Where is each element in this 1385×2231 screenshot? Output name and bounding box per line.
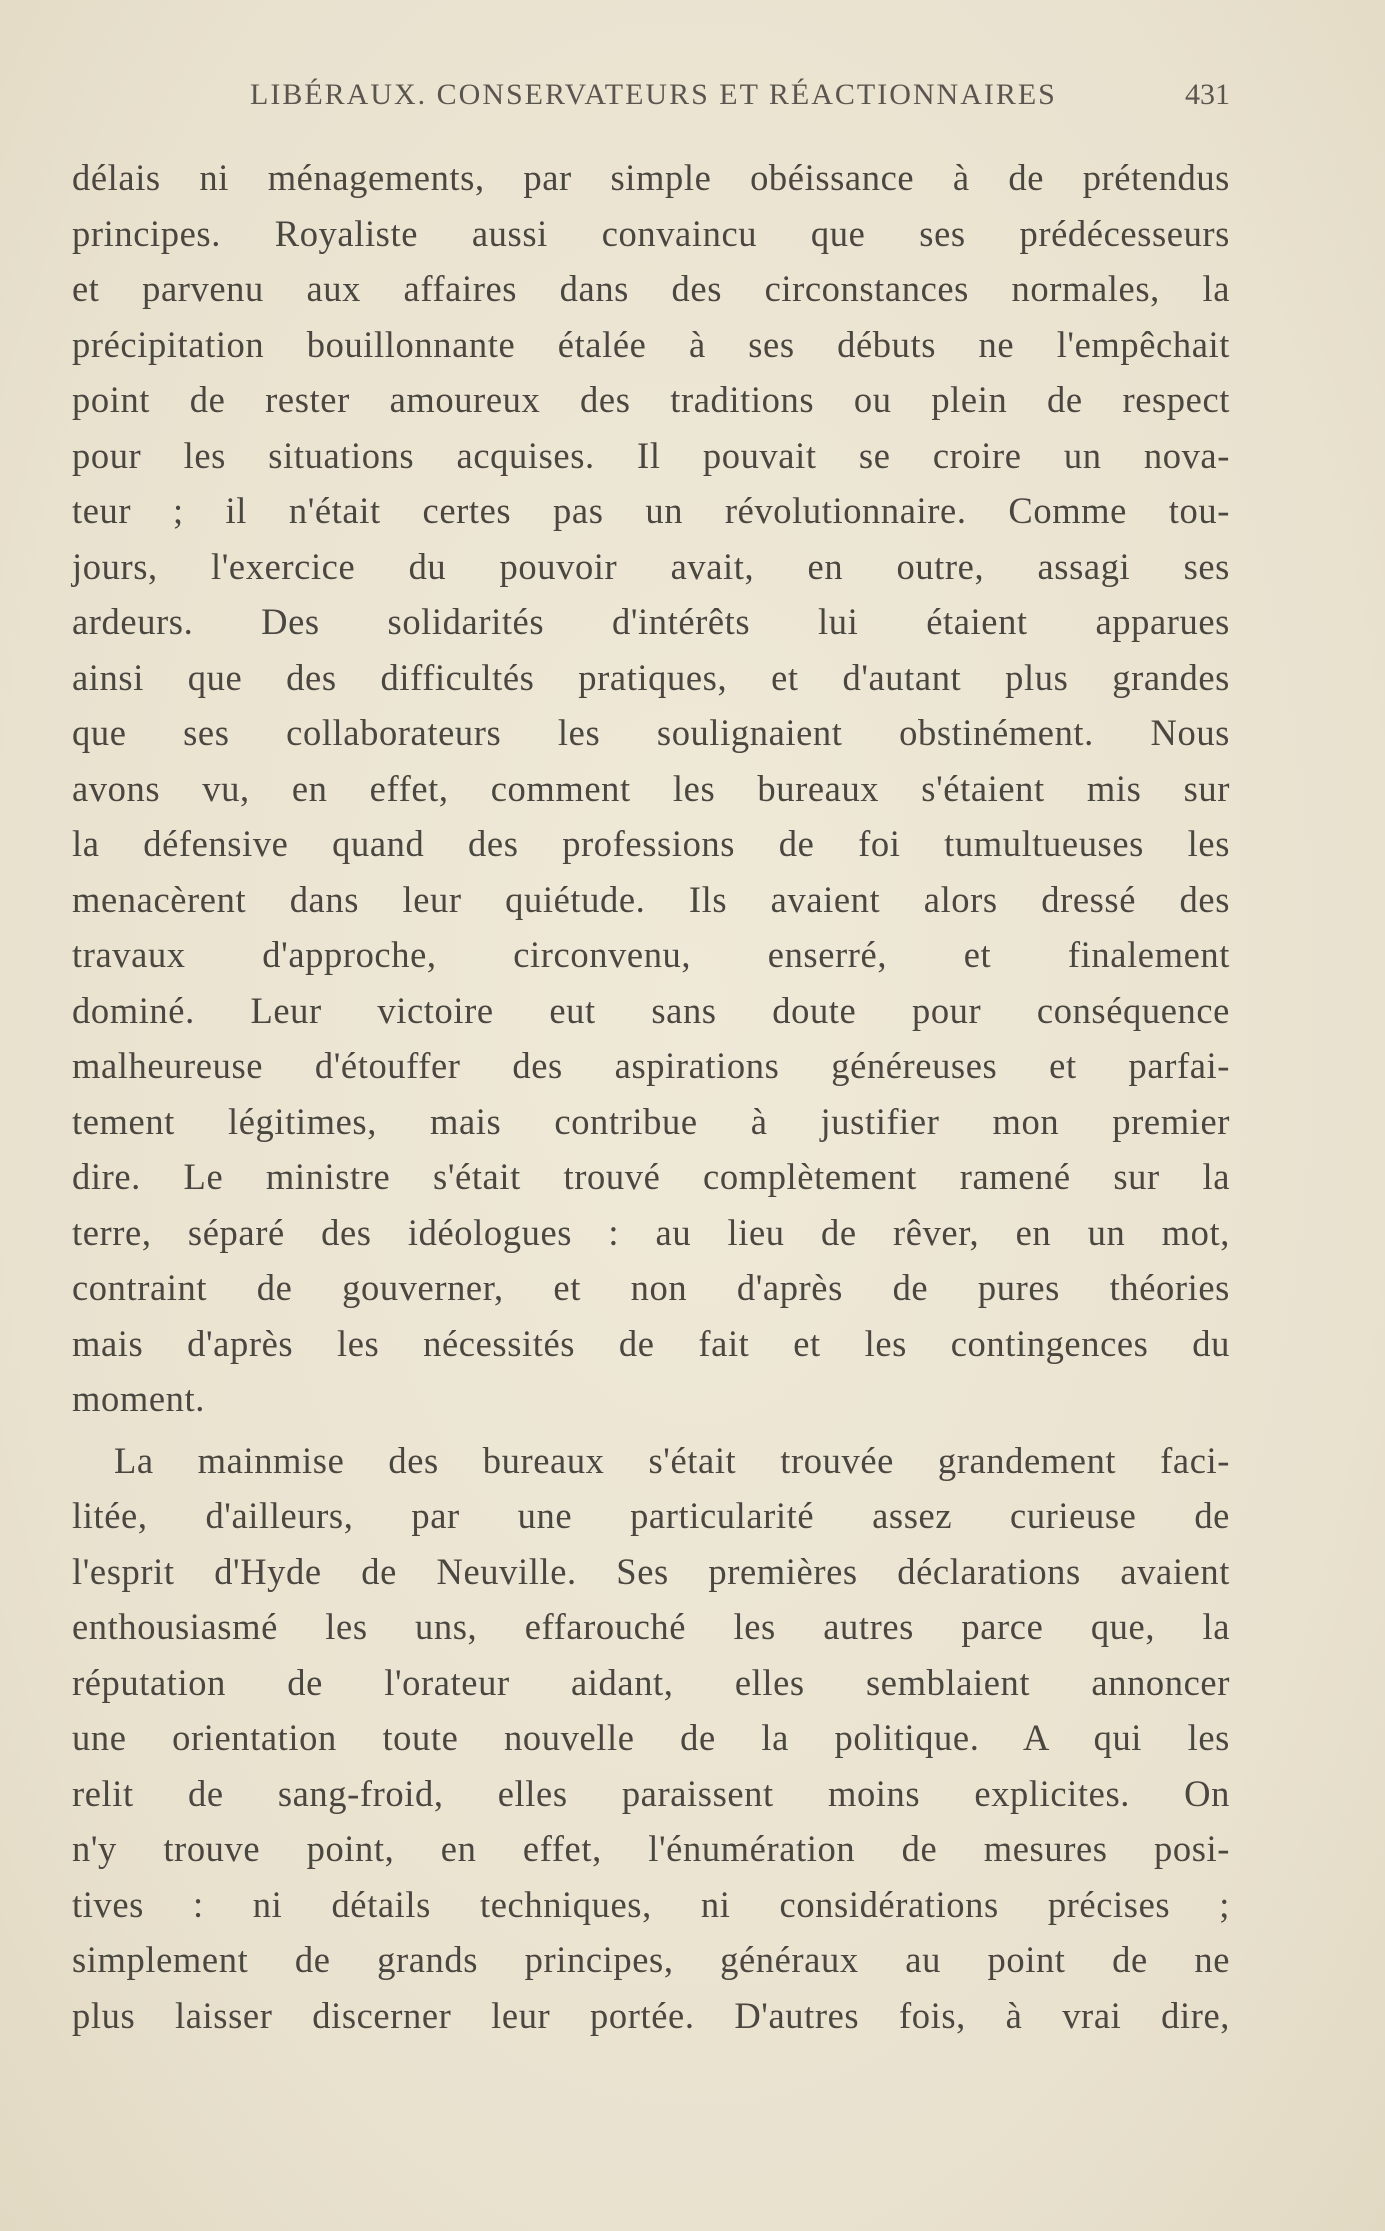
text-line: dominé. Leur victoire eut sans doute pour conséquence — [72, 989, 1230, 1031]
paragraph-1 — [72, 150, 1230, 1427]
text-line: n'y trouve point, en effet, l'énumération de mesures posi- — [72, 1828, 1230, 1869]
text-line: réputation de l'orateur aidant, elles semblaient annoncer — [72, 1661, 1230, 1703]
text-line: litée, d'ailleurs, par une particularité assez curieuse de — [72, 1495, 1230, 1536]
text-line: point de rester amoureux des traditions ou plein de respect — [72, 379, 1230, 420]
text-line: relit de sang-froid, elles paraissent moins explicites. On — [72, 1772, 1230, 1814]
text-line: pour les situations acquises. Il pouvait se croire un nova- — [72, 434, 1230, 476]
text-line: que ses collaborateurs les soulignaient obstinément. Nous — [72, 712, 1230, 753]
text-line: travaux d'approche, circonvenu, enserré, et finalement — [72, 934, 1230, 975]
text-line: principes. Royaliste aussi convaincu que ses prédécesseurs — [72, 212, 1230, 254]
text-line: délais ni ménagements, par simple obéissance à de prétendus — [72, 157, 1230, 198]
paragraph-2 — [72, 1433, 1230, 2044]
text-line: la défensive quand des professions de foi tumultueuses les — [72, 823, 1230, 864]
page-header — [80, 78, 1230, 128]
text-line: jours, l'exercice du pouvoir avait, en outre, assagi ses — [72, 545, 1230, 587]
text-line: dire. Le ministre s'était trouvé complètement ramené sur la — [72, 1156, 1230, 1197]
page-number: 431 — [1185, 78, 1230, 111]
text-line: menacèrent dans leur quiétude. Ils avaient alors dressé des — [72, 878, 1230, 920]
text-line: teur ; il n'était certes pas un révolutionnaire. Comme tou- — [72, 490, 1230, 531]
text-line: plus laisser discerner leur portée. D'autres fois, à vrai dire, — [72, 1994, 1230, 2036]
text-line: avons vu, en effet, comment les bureaux s'étaient mis sur — [72, 767, 1230, 809]
text-line: tives : ni détails techniques, ni considérations précises ; — [72, 1883, 1230, 1925]
text-line: mais d'après les nécessités de fait et les contingences du — [72, 1322, 1230, 1364]
text-line: l'esprit d'Hyde de Neuville. Ses premières déclarations avaient — [72, 1550, 1230, 1592]
text-line: une orientation toute nouvelle de la politique. A qui les — [72, 1717, 1230, 1758]
body-text — [72, 150, 1230, 2043]
text-line: terre, séparé des idéologues : au lieu de rêver, en un mot, — [72, 1211, 1230, 1253]
running-title: LIBÉRAUX. CONSERVATEURS ET RÉACTIONNAIRES — [250, 78, 1057, 111]
text-line: précipitation bouillonnante étalée à ses débuts ne l'empêchait — [72, 323, 1230, 365]
text-line: ardeurs. Des solidarités d'intérêts lui étaient apparues — [72, 601, 1230, 642]
text-line: contraint de gouverner, et non d'après de pures théories — [72, 1267, 1230, 1308]
text-line: simplement de grands principes, généraux au point de ne — [72, 1939, 1230, 1980]
text-line: et parvenu aux affaires dans des circonstances normales, la — [72, 268, 1230, 309]
text-line: La mainmise des bureaux s'était trouvée grandement faci- — [114, 1439, 1230, 1481]
text-line: ainsi que des difficultés pratiques, et d'autant plus grandes — [72, 656, 1230, 698]
text-line: malheureuse d'étouffer des aspirations généreuses et parfai- — [72, 1045, 1230, 1086]
text-line: moment. — [72, 1378, 205, 1419]
text-line: enthousiasmé les uns, effarouché les autres parce que, la — [72, 1606, 1230, 1647]
text-line: tement légitimes, mais contribue à justifier mon premier — [72, 1100, 1230, 1142]
